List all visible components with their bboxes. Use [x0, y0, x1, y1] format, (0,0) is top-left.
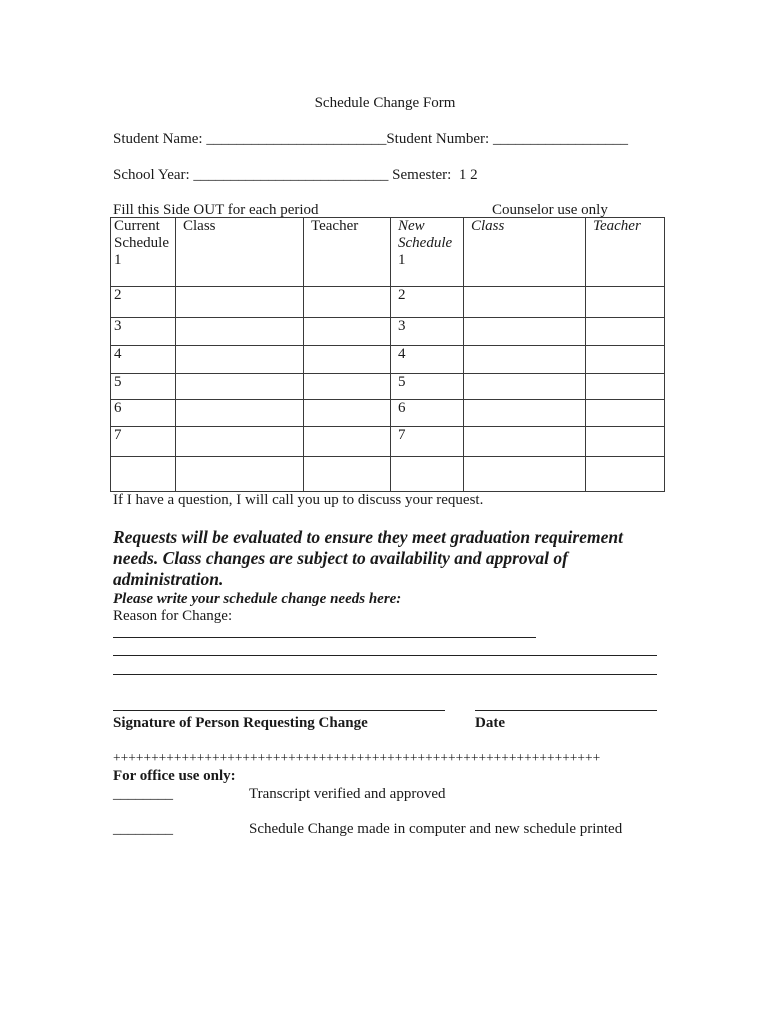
period-cell: 2 — [111, 287, 176, 318]
table-row — [111, 218, 665, 287]
table-row — [111, 457, 665, 492]
reason-line-1[interactable] — [113, 637, 536, 638]
schedule-change-label: Schedule Change made in computer and new schedule printed — [249, 821, 623, 837]
reason-line-2[interactable] — [113, 655, 657, 656]
date-line[interactable] — [475, 710, 657, 711]
question-note: If I have a question, I will call you up to discuss your request. — [113, 492, 484, 508]
period-cell: 3 — [111, 318, 176, 346]
header-new-schedule: New Schedule 1 — [391, 218, 464, 287]
reason-label: Reason for Change: — [113, 608, 233, 624]
new-period-cell: 5 — [391, 374, 464, 400]
header-current-schedule: Current Schedule 1 — [111, 218, 176, 287]
period-cell: 7 — [111, 427, 176, 457]
header-teacher: Teacher — [304, 218, 391, 287]
table-row — [111, 400, 665, 427]
counselor-use-label: Counselor use only — [492, 202, 608, 218]
plus-separator: ++++++++++++++++++++++++++++++++++++++++++++++++++++++++++++++++ — [113, 750, 601, 765]
period-cell: 4 — [111, 346, 176, 374]
schedule-table — [110, 217, 665, 492]
header-counselor-class: Class — [464, 218, 586, 287]
header-counselor-teacher: Teacher — [586, 218, 665, 287]
table-row — [111, 318, 665, 346]
table-row — [111, 287, 665, 318]
transcript-verified-label: Transcript verified and approved — [249, 786, 446, 802]
student-name-number-line: Student Name: ________________________Student Number: __________________ — [113, 131, 628, 147]
header-class: Class — [176, 218, 304, 287]
period-cell: 5 — [111, 374, 176, 400]
new-period-cell: 6 — [391, 400, 464, 427]
new-period-cell: 2 — [391, 287, 464, 318]
office-blank-1[interactable]: ________ — [113, 786, 173, 802]
table-row — [111, 374, 665, 400]
new-period-cell: 4 — [391, 346, 464, 374]
requests-line-3: administration. — [113, 569, 224, 589]
requests-line-1: Requests will be evaluated to ensure they meet graduation requirement — [113, 527, 623, 547]
new-period-cell: 3 — [391, 318, 464, 346]
form-title: Schedule Change Form — [314, 95, 456, 111]
office-use-label: For office use only: — [113, 768, 236, 784]
signature-label: Signature of Person Requesting Change — [113, 715, 368, 731]
new-period-cell: 7 — [391, 427, 464, 457]
period-cell: 6 — [111, 400, 176, 427]
write-needs-label: Please write your schedule change needs here: — [113, 591, 402, 607]
fill-side-label: Fill this Side OUT for each period — [113, 202, 319, 218]
office-blank-2[interactable]: ________ — [113, 821, 173, 837]
requests-line-2: needs. Class changes are subject to availability and approval of — [113, 548, 568, 568]
table-row — [111, 346, 665, 374]
signature-line[interactable] — [113, 710, 445, 711]
reason-line-3[interactable] — [113, 674, 657, 675]
table-row — [111, 427, 665, 457]
school-year-semester-line: School Year: __________________________ Semester: 1 2 — [113, 167, 478, 183]
date-label: Date — [475, 715, 505, 731]
